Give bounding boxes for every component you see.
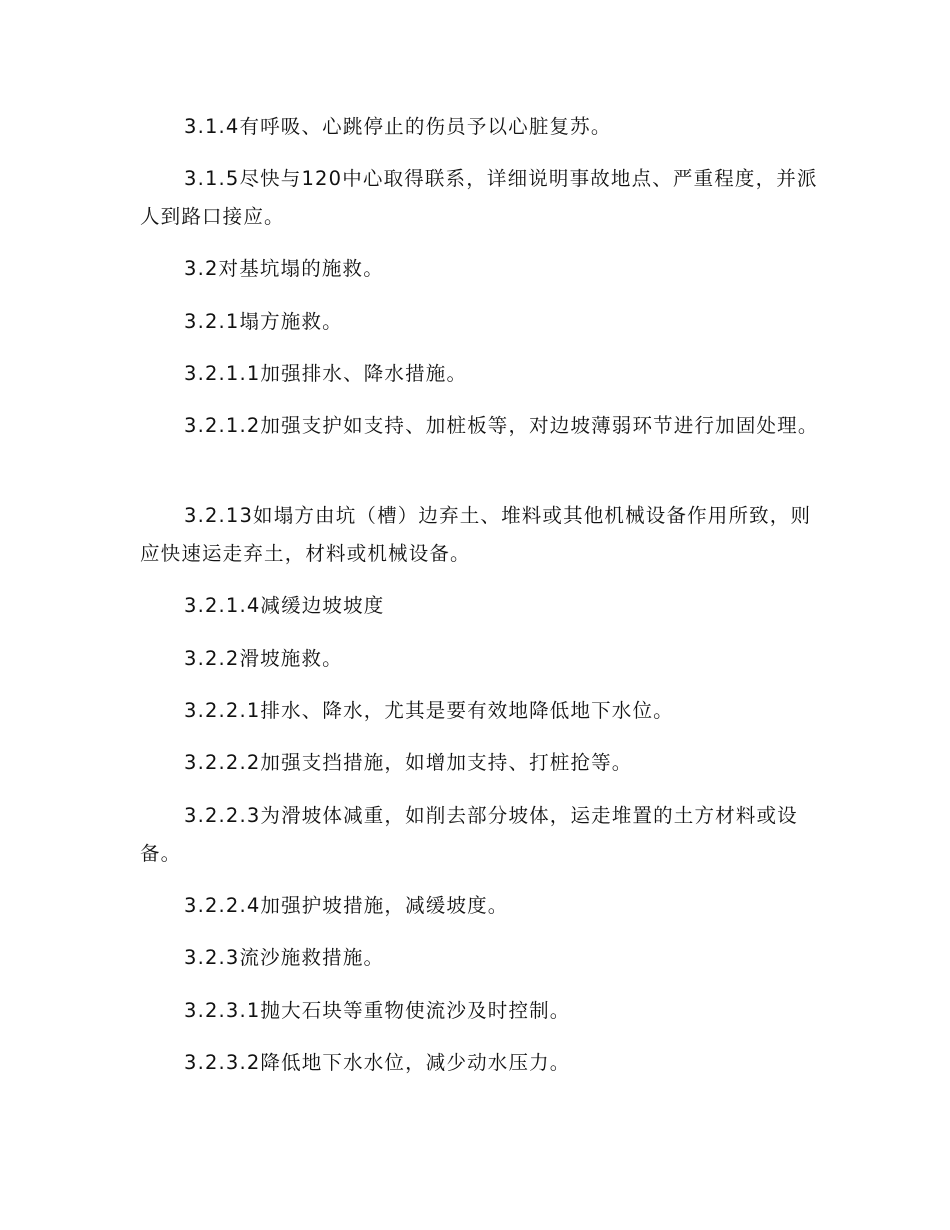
paragraph-3-2-1-2: 3.2.1.2加强支护如支持、加桩板等，对边坡薄弱环节进行加固处理。 [184,414,819,437]
paragraph-3-2-3-1: 3.2.3.1抛大石块等重物使流沙及时控制。 [184,999,571,1022]
paragraph-3-2-2-2: 3.2.2.2加强支挡措施，如增加支持、打桩抢等。 [184,751,633,774]
paragraph-3-2-2: 3.2.2滑坡施救。 [184,647,343,670]
paragraph-3-2-1-1: 3.2.1.1加强排水、降水措施。 [184,362,468,385]
paragraph-3-1-5: 3.1.5尽快与120中心取得联系，详细说明事故地点、严重程度，并派人到路口接应。 [140,167,818,228]
paragraph-3-2-1: 3.2.1塌方施救。 [184,310,343,333]
paragraph-3-1-4: 3.1.4有呼吸、心跳停止的伤员予以心脏复苏。 [184,115,612,138]
paragraph-3-2-3: 3.2.3流沙施救措施。 [184,946,385,969]
paragraph-3-2-13: 3.2.13如塌方由坑（槽）边弃土、堆料或其他机械设备作用所致，则应快速运走弃土，材料或机械设备。 [140,504,812,565]
paragraph-3-2-2-1: 3.2.2.1排水、降水，尤其是要有效地降低地下水位。 [184,699,674,722]
paragraph-3-2-2-4: 3.2.2.4加强护坡措施，减缓坡度。 [184,894,509,917]
paragraph-3-2-2-3: 3.2.2.3为滑坡体减重，如削去部分坡体，运走堆置的土方材料或设备。 [140,804,798,865]
paragraph-3-2: 3.2对基坑塌的施救。 [184,257,384,280]
paragraph-3-2-1-4: 3.2.1.4减缓边坡坡度 [184,594,385,617]
paragraph-3-2-3-2: 3.2.3.2降低地下水水位，减少动水压力。 [184,1051,571,1074]
